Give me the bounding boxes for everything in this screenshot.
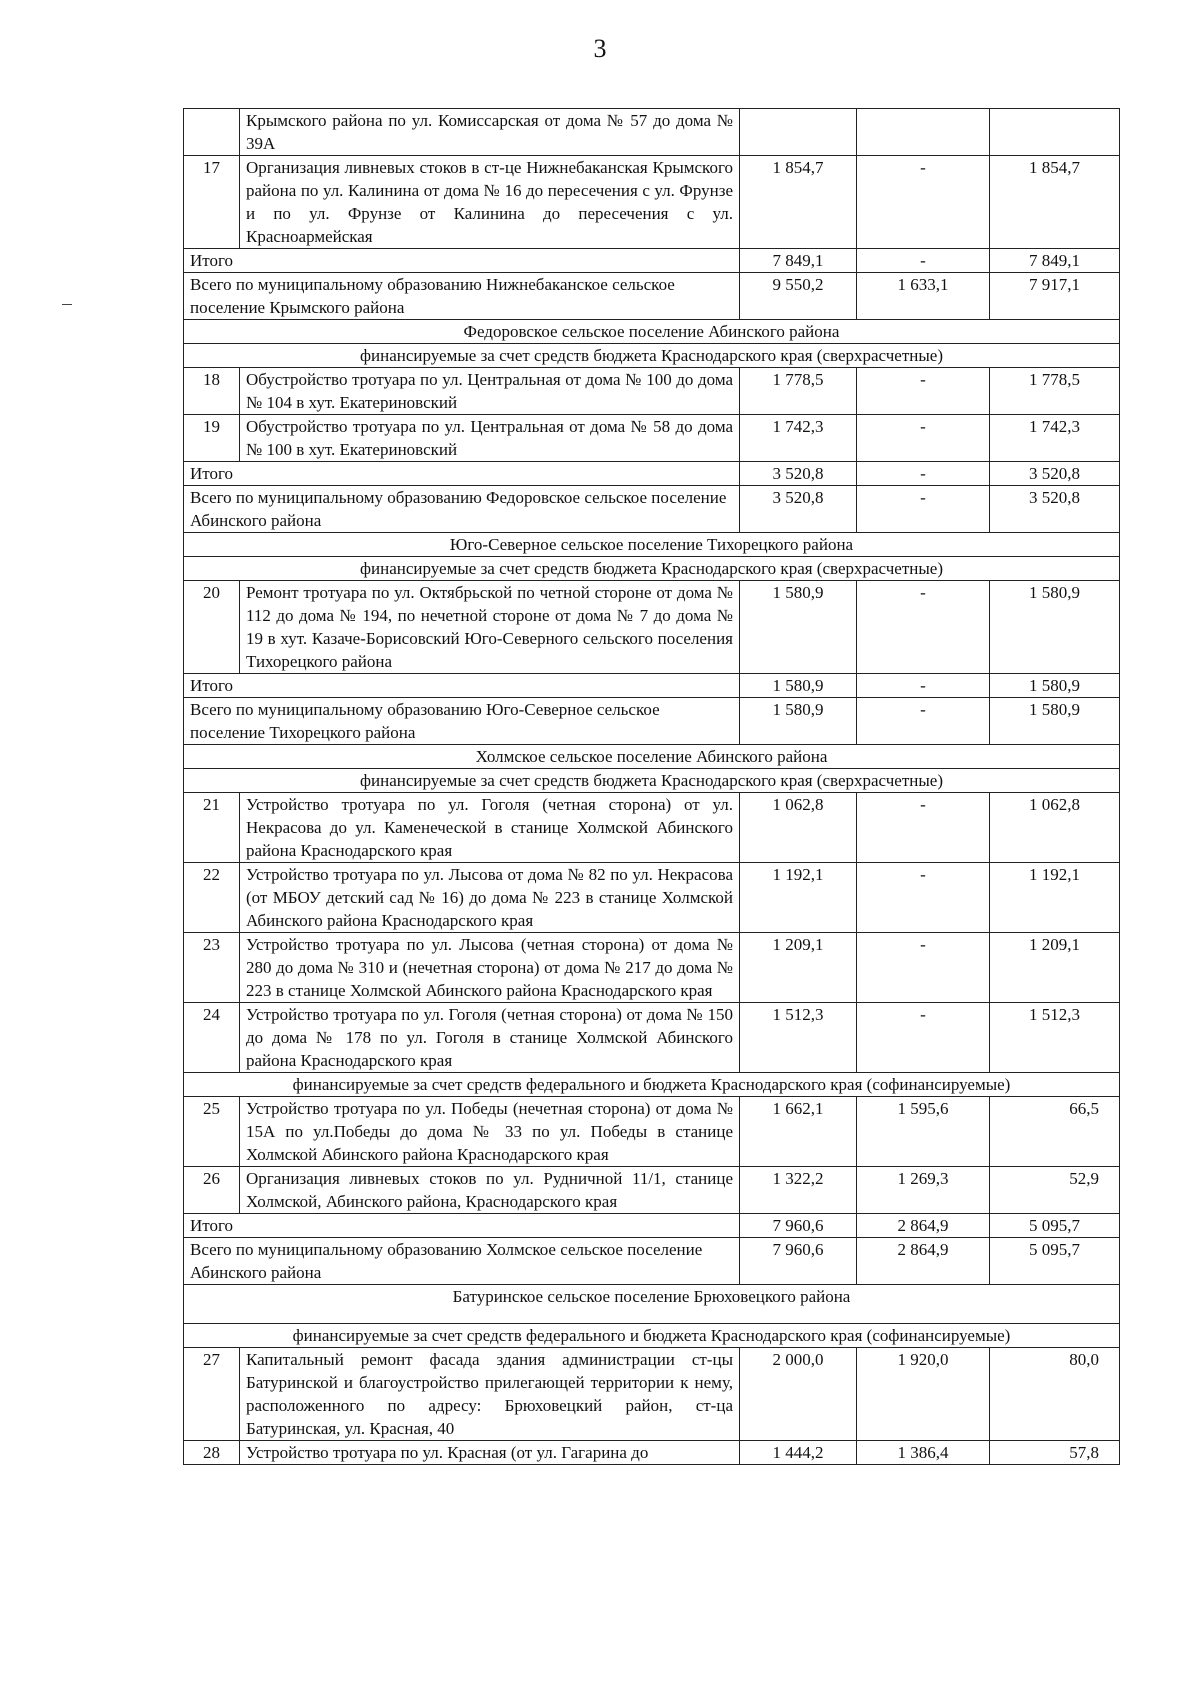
row-description: Организация ливневых стоков по ул. Рудничной 11/1, станице Холмской, Абинского района, Краснодарского края [240,1167,740,1214]
row-description: Устройство тротуара по ул. Лысова от дома № 82 по ул. Некрасова (от МБОУ детский сад № 16) до дома № 223 в станице Холмской Абинского района Краснодарского края [240,863,740,933]
section-heading: финансируемые за счет средств федерального и бюджета Краснодарского края (софинансируемые) [184,1073,1120,1097]
total-row [184,1214,1120,1238]
total-amount: 3 520,8 [740,462,857,486]
total-federal-amount: 2 864,9 [857,1238,990,1285]
table-row [184,793,1120,863]
page-number: 3 [593,34,607,63]
row-number: 23 [184,933,240,1003]
total-amount: 7 960,6 [740,1238,857,1285]
total-regional-amount: 3 520,8 [990,462,1120,486]
row-federal-amount: - [857,933,990,1003]
row-federal-amount: - [857,415,990,462]
section-heading: Холмское сельское поселение Абинского района [184,745,1120,769]
total-regional-amount: 5 095,7 [990,1214,1120,1238]
row-total-amount: 2 000,0 [740,1348,857,1441]
row-description: Организация ливневых стоков в ст-це Нижнебаканская Крымского района по ул. Калинина от дома № 16 до пересечения с ул. Фрунзе и по ул. Фрунзе от Калинина до пересечения с ул. Красноармейская [240,156,740,249]
total-amount: 7 960,6 [740,1214,857,1238]
row-federal-amount: - [857,793,990,863]
section-heading-row [184,1073,1120,1097]
row-total-amount [740,109,857,156]
section-heading-row [184,1285,1120,1324]
row-regional-amount: 57,8 [990,1441,1120,1465]
total-amount: 9 550,2 [740,273,857,320]
row-regional-amount: 80,0 [990,1348,1120,1441]
row-regional-amount: 1 512,3 [990,1003,1120,1073]
section-heading: Юго-Северное сельское поселение Тихорецкого района [184,533,1120,557]
total-federal-amount: - [857,674,990,698]
row-total-amount: 1 209,1 [740,933,857,1003]
row-total-amount: 1 742,3 [740,415,857,462]
row-description: Устройство тротуара по ул. Гоголя (четная сторона) от ул. Некрасова до ул. Каменеческой в станице Холмской Абинского района Краснодарского края [240,793,740,863]
section-heading-row [184,1324,1120,1348]
row-federal-amount: 1 595,6 [857,1097,990,1167]
total-federal-amount: - [857,249,990,273]
table-row [184,933,1120,1003]
row-number: 27 [184,1348,240,1441]
table-row [184,368,1120,415]
section-heading-row [184,745,1120,769]
table-row [184,415,1120,462]
total-row [184,698,1120,745]
row-total-amount: 1 662,1 [740,1097,857,1167]
row-total-amount: 1 062,8 [740,793,857,863]
total-federal-amount: - [857,462,990,486]
row-number: 25 [184,1097,240,1167]
total-amount: 1 580,9 [740,674,857,698]
row-total-amount: 1 778,5 [740,368,857,415]
table-row [184,109,1120,156]
total-row [184,273,1120,320]
row-regional-amount: 66,5 [990,1097,1120,1167]
row-regional-amount: 1 192,1 [990,863,1120,933]
row-federal-amount: - [857,1003,990,1073]
row-regional-amount: 1 742,3 [990,415,1120,462]
total-regional-amount: 7 917,1 [990,273,1120,320]
row-number: 21 [184,793,240,863]
table-row [184,581,1120,674]
row-regional-amount: 1 062,8 [990,793,1120,863]
table-row [184,1097,1120,1167]
total-label: Всего по муниципальному образованию Юго-Северное сельское поселение Тихорецкого района [184,698,740,745]
row-number: 24 [184,1003,240,1073]
total-federal-amount: 2 864,9 [857,1214,990,1238]
row-federal-amount [857,109,990,156]
section-heading: Батуринское сельское поселение Брюховецкого района [184,1285,1120,1324]
section-heading: финансируемые за счет средств бюджета Краснодарского края (сверхрасчетные) [184,344,1120,368]
row-description: Ремонт тротуара по ул. Октябрьской по четной стороне от дома № 112 до дома № 194, по нечетной стороне от дома № 7 до дома № 19 в хут. Казаче-Борисовский Юго-Северного сельского поселения Тихорецкого района [240,581,740,674]
total-amount: 7 849,1 [740,249,857,273]
table-row [184,1167,1120,1214]
total-regional-amount: 5 095,7 [990,1238,1120,1285]
total-label: Итого [184,249,740,273]
row-federal-amount: - [857,863,990,933]
row-total-amount: 1 512,3 [740,1003,857,1073]
total-row [184,462,1120,486]
section-heading-row [184,533,1120,557]
row-number: 28 [184,1441,240,1465]
row-regional-amount: 1 209,1 [990,933,1120,1003]
row-number: 26 [184,1167,240,1214]
row-number: 18 [184,368,240,415]
margin-mark [62,304,72,305]
total-label: Итого [184,674,740,698]
section-heading-row [184,557,1120,581]
table-row [184,1441,1120,1465]
row-description: Крымского района по ул. Комиссарская от дома № 57 до дома № 39А [240,109,740,156]
total-label: Итого [184,1214,740,1238]
budget-table [183,108,1120,1465]
table-row [184,156,1120,249]
total-row [184,486,1120,533]
row-regional-amount: 52,9 [990,1167,1120,1214]
row-description: Капитальный ремонт фасада здания администрации ст-цы Батуринской и благоустройство прилегающей территории к нему, расположенного по адресу: Брюховецкий район, ст-ца Батуринская, ул. Красная, 40 [240,1348,740,1441]
table-row [184,1348,1120,1441]
row-description: Устройство тротуара по ул. Победы (нечетная сторона) от дома № 15А по ул.Победы до дома № 33 по ул. Победы в станице Холмской Абинского района Краснодарского края [240,1097,740,1167]
row-total-amount: 1 322,2 [740,1167,857,1214]
row-regional-amount: 1 580,9 [990,581,1120,674]
section-heading-row [184,320,1120,344]
section-heading: финансируемые за счет средств бюджета Краснодарского края (сверхрасчетные) [184,557,1120,581]
row-number: 19 [184,415,240,462]
total-label: Всего по муниципальному образованию Федоровское сельское поселение Абинского района [184,486,740,533]
row-regional-amount [990,109,1120,156]
total-amount: 1 580,9 [740,698,857,745]
row-description: Обустройство тротуара по ул. Центральная от дома № 100 до дома № 104 в хут. Екатериновский [240,368,740,415]
row-number: 20 [184,581,240,674]
row-total-amount: 1 854,7 [740,156,857,249]
total-label: Итого [184,462,740,486]
row-federal-amount: 1 269,3 [857,1167,990,1214]
section-heading-row [184,344,1120,368]
total-regional-amount: 7 849,1 [990,249,1120,273]
row-description: Устройство тротуара по ул. Гоголя (четная сторона) от дома № 150 до дома № 178 по ул. Гоголя в станице Холмской Абинского района Краснодарского края [240,1003,740,1073]
total-row [184,674,1120,698]
row-federal-amount: - [857,581,990,674]
total-regional-amount: 1 580,9 [990,674,1120,698]
row-regional-amount: 1 854,7 [990,156,1120,249]
row-federal-amount: - [857,156,990,249]
section-heading-row [184,769,1120,793]
total-amount: 3 520,8 [740,486,857,533]
total-federal-amount: - [857,698,990,745]
table-row [184,863,1120,933]
total-federal-amount: 1 633,1 [857,273,990,320]
row-total-amount: 1 444,2 [740,1441,857,1465]
total-row [184,1238,1120,1285]
total-label: Всего по муниципальному образованию Холмское сельское поселение Абинского района [184,1238,740,1285]
total-row [184,249,1120,273]
total-label: Всего по муниципальному образованию Нижнебаканское сельское поселение Крымского района [184,273,740,320]
row-federal-amount: 1 386,4 [857,1441,990,1465]
section-heading: финансируемые за счет средств федерального и бюджета Краснодарского края (софинансируемые) [184,1324,1120,1348]
row-description: Устройство тротуара по ул. Лысова (четная сторона) от дома № 280 до дома № 310 и (нечетная сторона) от дома № 217 до дома № 223 в станице Холмской Абинского района Краснодарского края [240,933,740,1003]
row-number: 22 [184,863,240,933]
row-number [184,109,240,156]
total-regional-amount: 3 520,8 [990,486,1120,533]
row-number: 17 [184,156,240,249]
row-description: Обустройство тротуара по ул. Центральная от дома № 58 до дома № 100 в хут. Екатериновский [240,415,740,462]
row-federal-amount: 1 920,0 [857,1348,990,1441]
row-federal-amount: - [857,368,990,415]
section-heading: финансируемые за счет средств бюджета Краснодарского края (сверхрасчетные) [184,769,1120,793]
row-total-amount: 1 192,1 [740,863,857,933]
section-heading: Федоровское сельское поселение Абинского района [184,320,1120,344]
row-total-amount: 1 580,9 [740,581,857,674]
total-regional-amount: 1 580,9 [990,698,1120,745]
row-regional-amount: 1 778,5 [990,368,1120,415]
table-row [184,1003,1120,1073]
total-federal-amount: - [857,486,990,533]
row-description: Устройство тротуара по ул. Красная (от ул. Гагарина до [240,1441,740,1465]
